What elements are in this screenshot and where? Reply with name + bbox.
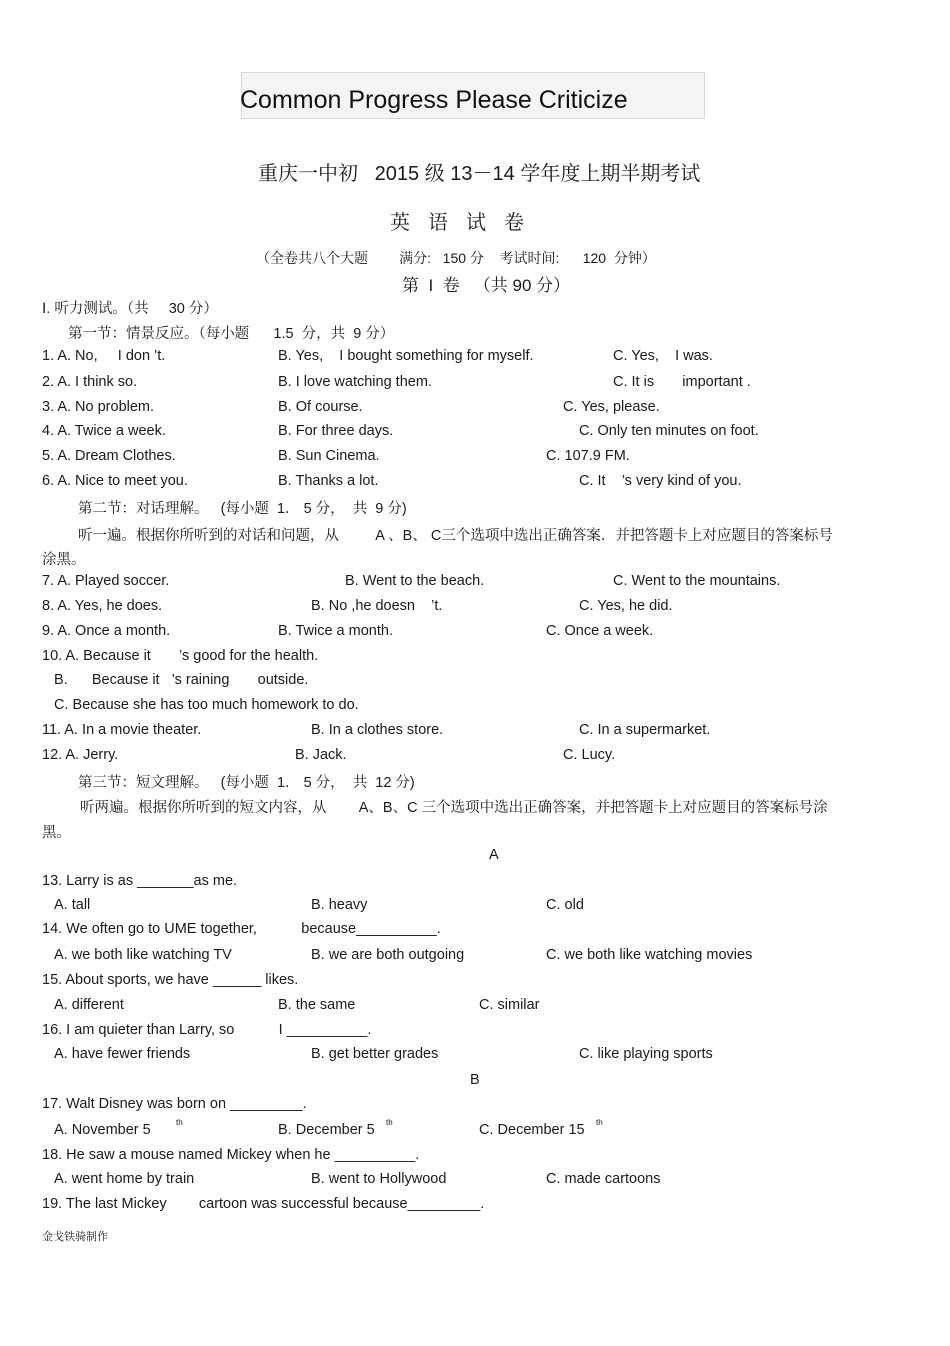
q6-option-a: 6. A. Nice to meet you. (42, 473, 188, 489)
q17-option-c: C. December 15 (479, 1122, 585, 1138)
exam-note: （全卷共八个大题 满分: 150 分 考试时间: 120 分钟） (256, 250, 656, 266)
volume-heading: 第 I 卷 （共 90 分） (402, 276, 571, 295)
banner-text: Common Progress Please Criticize (240, 86, 628, 114)
q3-option-a: 3. A. No problem. (42, 399, 155, 415)
q18-stem: 18. He saw a mouse named Mickey when he __________. (42, 1147, 420, 1163)
passage-a-label: A (489, 847, 499, 863)
q18-option-b: B. went to Hollywood (311, 1171, 447, 1187)
section3-heading: 第三节：短文理解。 (每小题 1． 5 分， 共 12 分) (78, 775, 415, 791)
q6-option-b: B. Thanks a lot. (278, 473, 379, 489)
q18-option-a: A. went home by train (54, 1171, 195, 1187)
q3-option-b: B. Of course. (278, 399, 363, 415)
q4-option-a: 4. A. Twice a week. (42, 423, 166, 439)
section1-heading: 第一节：情景反应。（每小题 1.5 分，共 9 分） (68, 326, 395, 342)
q13-stem: 13. Larry is as _______as me. (42, 873, 238, 889)
q13-option-a: A. tall (54, 897, 91, 913)
q14-stem: 14. We often go to UME together, because__________. (42, 921, 441, 937)
q6-option-c: C. It ’s very kind of you. (579, 473, 742, 489)
q12-option-c: C. Lucy. (563, 747, 616, 763)
q16-stem: 16. I am quieter than Larry, so I __________. (42, 1022, 372, 1038)
q3-option-c: C. Yes, please. (563, 399, 660, 415)
q11-option-c: C. In a supermarket. (579, 722, 711, 738)
q14-option-c: C. we both like watching movies (546, 947, 753, 963)
q17-option-b-sup: th (386, 1118, 393, 1127)
q15-option-a: A. different (54, 997, 124, 1013)
q9-option-a: 9. A. Once a month. (42, 623, 171, 639)
q17-option-a: A. November 5 (54, 1122, 151, 1138)
q2-option-c: C. It is important . (613, 374, 751, 390)
q17-option-c-sup: th (596, 1118, 603, 1127)
q11-option-a: 11. A. In a movie theater. (42, 722, 202, 738)
q12-option-b: B. Jack. (295, 747, 347, 763)
q8-option-c: C. Yes, he did. (579, 598, 673, 614)
q19-stem: 19. The last Mickey cartoon was successful because_________. (42, 1196, 485, 1212)
q17-option-b: B. December 5 (278, 1122, 375, 1138)
q9-option-b: B. Twice a month. (278, 623, 393, 639)
exam-title: 重庆一中初 2015 级 13－14 学年度上期半期考试 (258, 163, 701, 185)
q13-option-c: C. old (546, 897, 584, 913)
q7-option-a: 7. A. Played soccer. (42, 573, 170, 589)
q14-option-a: A. we both like watching TV (54, 947, 232, 963)
q4-option-b: B. For three days. (278, 423, 394, 439)
q4-option-c: C. Only ten minutes on foot. (579, 423, 759, 439)
q10-option-c: C. Because she has too much homework to do. (54, 697, 359, 713)
q10-option-a: 10. A. Because it ’s good for the health. (42, 648, 319, 664)
q17-stem: 17. Walt Disney was born on _________. (42, 1096, 307, 1112)
section2-instruction-line1: 听一遍。根据你所听到的对话和问题，从 A 、B、 C三个选项中选出正确答案．并把答题卡上对应题目的答案标号 (78, 528, 833, 544)
exam-subtitle: 英语试卷 (390, 212, 542, 234)
q2-option-b: B. I love watching them. (278, 374, 432, 390)
q5-option-c: C. 107.9 FM. (546, 448, 630, 464)
q9-option-c: C. Once a week. (546, 623, 654, 639)
q7-option-c: C. Went to the mountains. (613, 573, 781, 589)
q7-option-b: B. Went to the beach. (345, 573, 485, 589)
q11-option-b: B. In a clothes store. (311, 722, 444, 738)
q5-option-b: B. Sun Cinema. (278, 448, 380, 464)
section2-heading: 第二节：对话理解。 (每小题 1． 5 分， 共 9 分) (78, 501, 407, 517)
q5-option-a: 5. A. Dream Clothes. (42, 448, 176, 464)
q8-option-b: B. No ,he doesn ’t. (311, 598, 443, 614)
q17-option-a-sup: th (176, 1118, 183, 1127)
section3-instruction-line1: 听两遍。根据你所听到的短文内容，从 A、B、C 三个选项中选出正确答案，并把答题卡上对应题目的答案标号涂 (80, 800, 828, 816)
q15-option-c: C. similar (479, 997, 540, 1013)
q12-option-a: 12. A. Jerry. (42, 747, 119, 763)
footer-text: 金戈铁骑制作 (42, 1231, 108, 1243)
q1-option-c: C. Yes, I was. (613, 348, 713, 364)
q14-option-b: B. we are both outgoing (311, 947, 465, 963)
q16-option-c: C. like playing sports (579, 1046, 713, 1062)
q15-stem: 15. About sports, we have ______ likes. (42, 972, 299, 988)
q13-option-b: B. heavy (311, 897, 368, 913)
q18-option-c: C. made cartoons (546, 1171, 661, 1187)
q15-option-b: B. the same (278, 997, 356, 1013)
section2-instruction-line2: 涂黑。 (42, 552, 86, 568)
q16-option-a: A. have fewer friends (54, 1046, 191, 1062)
q1-option-b: B. Yes, I bought something for myself. (278, 348, 534, 364)
part1-heading: Ⅰ. 听力测试。（共 30 分） (42, 301, 218, 317)
q8-option-a: 8. A. Yes, he does. (42, 598, 163, 614)
passage-b-label: B (470, 1072, 480, 1088)
q16-option-b: B. get better grades (311, 1046, 439, 1062)
q1-option-a: 1. A. No, I don ’t. (42, 348, 166, 364)
q2-option-a: 2. A. I think so. (42, 374, 138, 390)
section3-instruction-line2: 黑。 (42, 825, 71, 841)
q10-option-b: B. Because it ’s raining outside. (54, 672, 309, 688)
